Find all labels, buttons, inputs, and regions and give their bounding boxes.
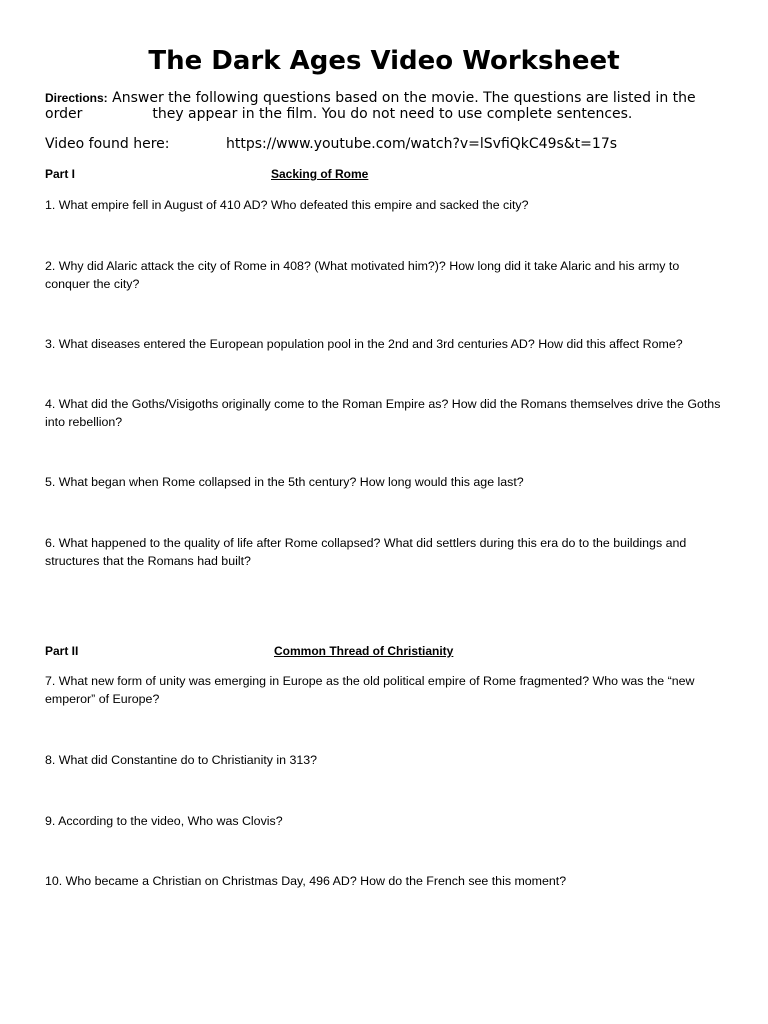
question-5: 5. What began when Rome collapsed in the 5th century? How long would this age last? <box>45 475 524 489</box>
video-label: Video found here: <box>45 136 170 152</box>
part1-label: Part I <box>45 167 76 181</box>
question-9: 9. According to the video, Who was Clovis? <box>45 814 283 828</box>
question-6: 6. What happened to the quality of life after Rome collapsed? What did settlers during this era do to the buildings and structures that the Romans had built? <box>45 536 687 568</box>
question-7: 7. What new form of unity was emerging in Europe as the old political empire of Rome fragmented? Who was the “new emperor” of Europe? <box>45 674 695 706</box>
question-3: 3. What diseases entered the European population pool in the 2nd and 3rd centuries AD? How did this affect Rome? <box>45 337 683 351</box>
directions <box>45 90 725 122</box>
question-1: 1. What empire fell in August of 410 AD? Who defeated this empire and sacked the city? <box>45 198 529 212</box>
directions-text-line2: they appear in the film. You do not need to use complete sentences. <box>152 106 633 122</box>
video-line <box>45 136 618 152</box>
part2-label: Part II <box>45 644 79 658</box>
directions-text-line1: Answer the following questions based on the movie. The questions are listed in the <box>112 90 696 106</box>
directions-text-order: order <box>45 106 83 122</box>
page-title: The Dark Ages Video Worksheet <box>148 46 620 76</box>
directions-label: Directions: <box>45 91 108 105</box>
part2-title: Common Thread of Christianity <box>274 644 454 658</box>
question-2: 2. Why did Alaric attack the city of Rome in 408? (What motivated him?)? How long did it take Alaric and his army to conquer the city? <box>45 259 680 291</box>
question-8: 8. What did Constantine do to Christianity in 313? <box>45 753 318 767</box>
video-url: https://www.youtube.com/watch?v=lSvfiQkC49s&t=17s <box>226 136 618 152</box>
question-4: 4. What did the Goths/Visigoths originally come to the Roman Empire as? How did the Romans themselves drive the Goths into rebellion? <box>45 397 721 429</box>
part1-title: Sacking of Rome <box>271 167 369 181</box>
question-10: 10. Who became a Christian on Christmas Day, 496 AD? How do the French see this moment? <box>45 874 567 888</box>
